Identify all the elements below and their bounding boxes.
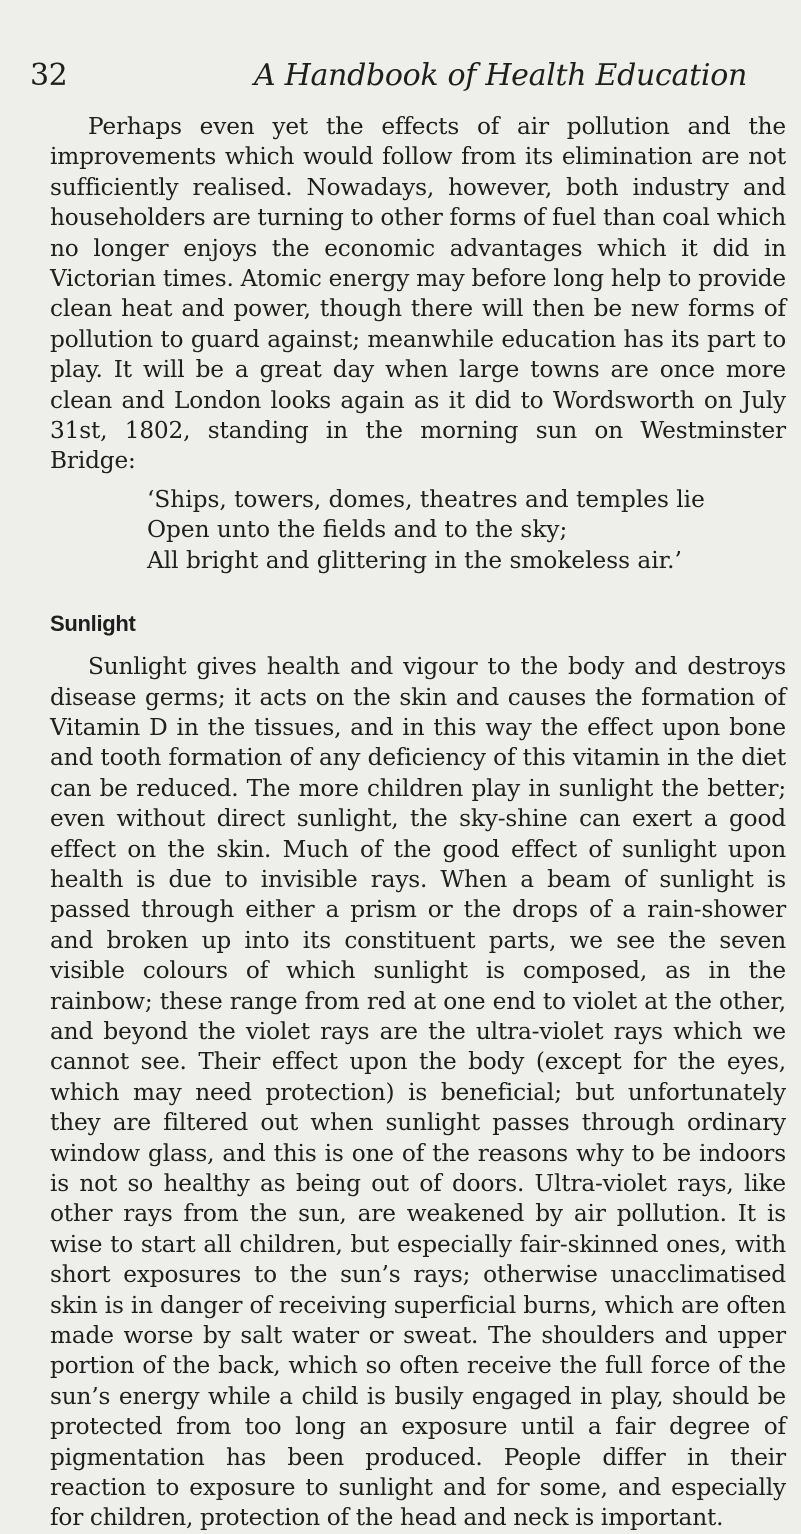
page-content: [50, 112, 786, 1534]
section-heading-sunlight: Sunlight: [50, 611, 136, 637]
quote-line: All bright and glittering in the smokeless air.’: [147, 546, 682, 574]
wordsworth-quote: [147, 485, 786, 576]
page-number: 32: [30, 58, 68, 93]
running-title: A Handbook of Health Education: [254, 58, 747, 93]
intro-paragraph: Perhaps even yet the effects of air pollution and the improvements which would follow from its elimination are not sufficiently realised. Nowadays, however, both industry and householders are turning to other forms of fuel than coal which no longer enjoys the economic advantages which it did in Victorian times. Atomic energy may before long help to provide clean heat and power, though there will then be new forms of pollution to guard against; meanwhile education has its part to play. It will be a great day when large towns are once more clean and London looks again as it did to Wordsworth on July 31st, 1802, standing in the morning sun on Westminster Bridge:: [50, 113, 786, 475]
quote-line: Open unto the fields and to the sky;: [147, 516, 568, 544]
quote-line: ‘Ships, towers, domes, theatres and temples lie: [147, 485, 705, 513]
sunlight-paragraph: Sunlight gives health and vigour to the body and destroys disease germs; it acts on the skin and causes the formation of Vitamin D in the tissues, and in this way the effect upon bone and tooth formation of any deficiency of this vitamin in the diet can be reduced. The more children play in sunlight the better; even without direct sunlight, the sky-shine can exert a good effect on the skin. Much of the good effect of sunlight upon health is due to invisible rays. When a beam of sunlight is passed through either a prism or the drops of a rain-shower and broken up into its constituent parts, we see the seven visible colours of which sunlight is composed, as in the rainbow; these range from red at one end to violet at the other, and beyond the violet rays are the ultra-violet rays which we cannot see. Their effect upon the body (except for the eyes, which may need protection) is beneficial; but unfortunately they are filtered out when sunlight passes through ordinary window glass, and this is one of the reasons why to be indoors is not so healthy as being out of doors. Ultra-violet rays, like other rays from the sun, are weakened by air pollution. It is wise to start all children, but especially fair-skinned ones, with short exposures to the sun’s rays; otherwise unacclimatised skin is in danger of receiving superficial burns, which are often made worse by salt water or sweat. The shoulders and upper portion of the back, which so often receive the full force of the sun’s energy while a child is busily engaged in play, should be protected from too long an exposure until a fair degree of pigmentation has been produced. People differ in their reaction to exposure to sunlight and for some, and especially for children, protection of the head and neck is important.: [50, 653, 786, 1532]
running-head: [30, 58, 770, 98]
